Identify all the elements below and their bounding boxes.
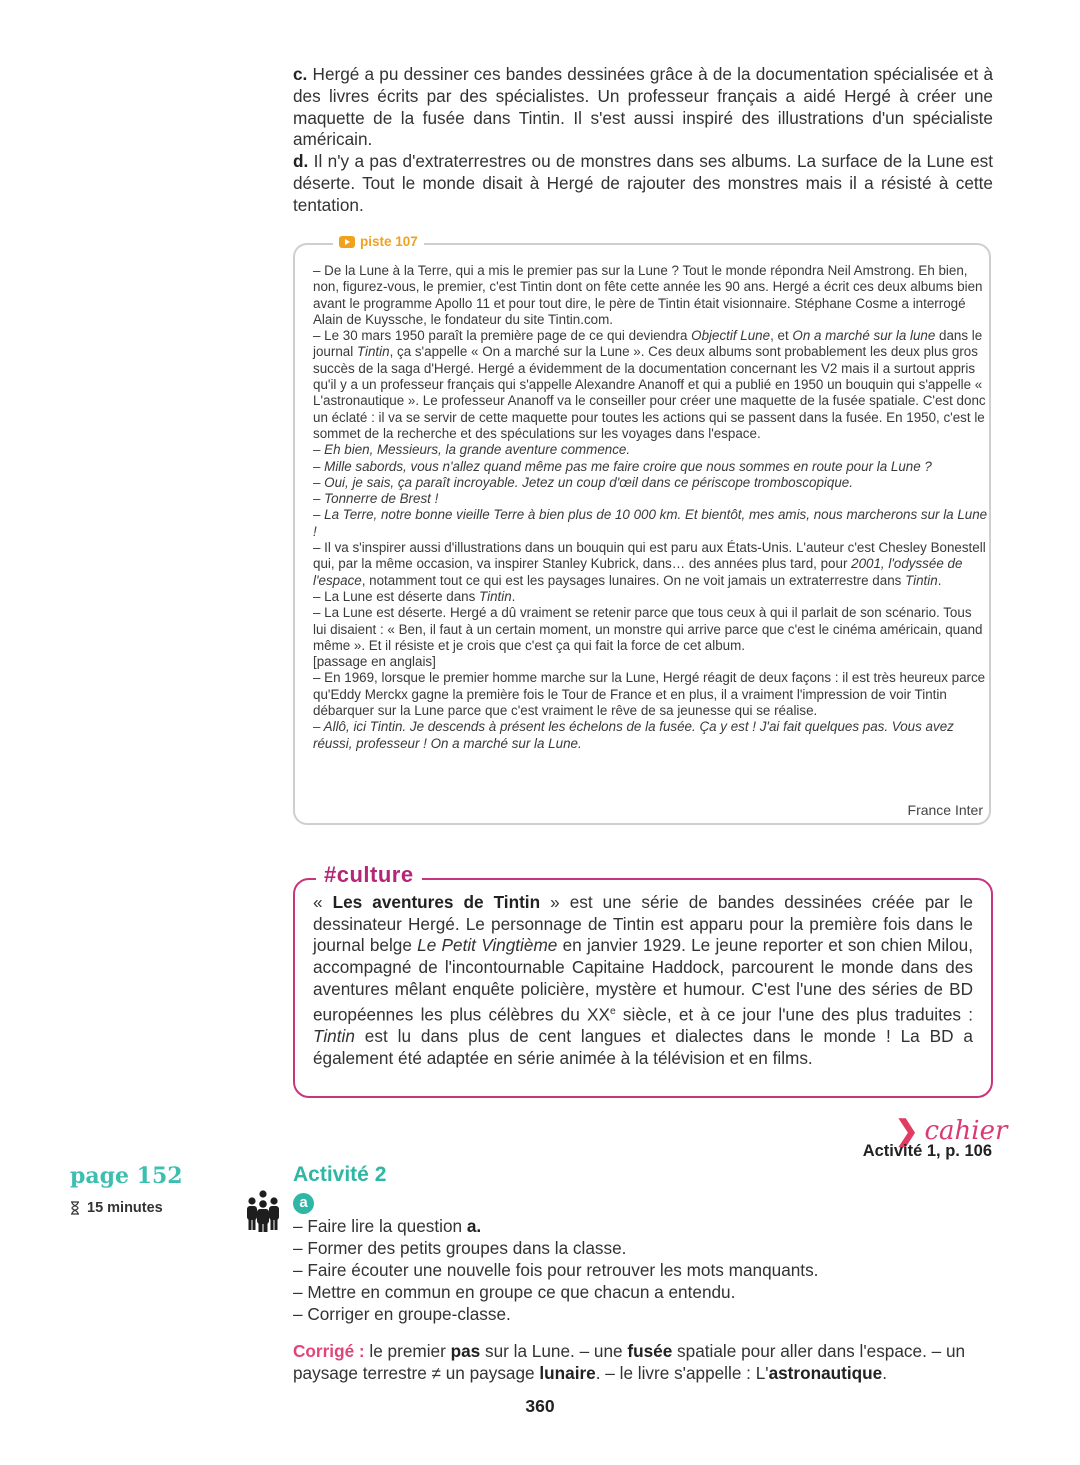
answer-d-label: d. bbox=[293, 151, 309, 172]
answer-c bbox=[293, 64, 993, 151]
transcript-line: – Oui, je sais, ça paraît incroyable. Jetez un coup d'œil dans ce périscope tromboscopique. bbox=[313, 474, 853, 490]
activity-step: – Faire lire la question a. bbox=[293, 1216, 482, 1236]
activity-step: – Corriger en groupe-classe. bbox=[293, 1304, 511, 1324]
hourglass-icon bbox=[70, 1201, 80, 1215]
answer-key bbox=[293, 1340, 998, 1384]
culture-text: « Les aventures de Tintin » est une série de bandes dessinées créée par le dessinateur Hergé. Le personnage de Tintin est apparu pour la première fois dans le journal belge Le Petit Vingtième en janvier 1929. Le jeune reporter et son chien Milou, accompagné de l'incontournable Capitaine Haddock, parcourent le monde dans des aventures mêlant enquête policière, mystère et humour. C'est l'une des séries de BD européennes les plus célèbres du XXe siècle, et à ce jour l'une des plus traduites : Tintin est lu dans plus de cent langues et dialectes dans le monde ! La BD a également été adaptée en série animée à la télévision et en films. bbox=[313, 892, 973, 1068]
transcript-text bbox=[313, 263, 988, 752]
activity-title: Activité 2 bbox=[293, 1163, 387, 1186]
transcript-line: – Il va s'inspirer aussi d'illustrations dans un bouquin qui est paru aux États-Unis. L'auteur c'est Chesley Bonestell qui, par la même occasion, va inspirer Stanley Kubrick, dans… des années plus tard, pour 2001, l'odyssée de l'espace, notamment tout ce qui est les paysages lunaires. On ne voit jamais un extraterrestre dans Tintin. bbox=[313, 540, 986, 588]
transcript-line: [passage en anglais] bbox=[313, 654, 436, 670]
transcript-line: – Eh bien, Messieurs, la grande aventure commence. bbox=[313, 442, 631, 458]
answer-key-label: Corrigé : bbox=[293, 1341, 365, 1361]
cahier-label: cahier bbox=[924, 1115, 1008, 1146]
transcript-line: – De la Lune à la Terre, qui a mis le premier pas sur la Lune ? Tout le monde répondra Neil Amstrong. Eh bien, non, figurez-vous, le premier, c'est Tintin dont on fête cette année les 90 ans. Hergé a écrit ces deux albums bien avant le programme Apollo 11 et pour tout dire, le père de Tintin était visionnaire. Stéphane Cosme a interrogé Alain de Kuyssche, le fondateur du site Tintin.com. bbox=[313, 263, 983, 327]
group-icon bbox=[246, 1190, 280, 1237]
activity-step: – Mettre en commun en groupe ce que chacun a entendu. bbox=[293, 1282, 736, 1302]
audio-track-label[interactable] bbox=[333, 234, 424, 249]
audio-track-name: piste 107 bbox=[360, 234, 418, 249]
transcript-line: – La Terre, notre bonne vieille Terre à bien plus de 10 000 km. Et bientôt, mes amis, nous marcherons sur la Lune ! bbox=[313, 507, 988, 539]
culture-title: #culture bbox=[316, 862, 422, 888]
transcript-line: – Tonnerre de Brest ! bbox=[313, 491, 439, 507]
transcript-source: France Inter bbox=[907, 802, 983, 818]
transcript-line: – La Lune est déserte. Hergé a dû vraiment se retenir parce que tous ceux à qui il parlait de son scénario. Tous lui disaient : « Ben, il faut à un certain moment, un monstre qui arrive parce que c'est le cinéma américain, quand même ». Et il résiste et je crois que c'est ça qui fait la force de cet album. bbox=[313, 605, 983, 653]
question-badge: a bbox=[293, 1193, 314, 1214]
activity-steps bbox=[293, 1215, 818, 1325]
activity-step: – Former des petits groupes dans la classe. bbox=[293, 1238, 627, 1258]
answer-key-text: le premier pas sur la Lune. – une fusée spatiale pour aller dans l'espace. – un paysage terrestre ≠ un paysage lunaire. – le livre s'appelle : L'astronautique. bbox=[293, 1341, 966, 1383]
answer-c-label: c. bbox=[293, 64, 308, 84]
transcript-line: – Mille sabords, vous n'allez quand même pas me faire croire que nous sommes en route pour la Lune ? bbox=[313, 458, 932, 474]
duration bbox=[70, 1200, 163, 1216]
activity-step: – Faire écouter une nouvelle fois pour retrouver les mots manquants. bbox=[293, 1260, 819, 1280]
duration-text: 15 minutes bbox=[87, 1200, 163, 1216]
cahier-reference: Activité 1, p. 106 bbox=[862, 1142, 992, 1160]
transcript-line: – La Lune est déserte dans Tintin. bbox=[313, 588, 516, 604]
page-reference: page 152 bbox=[70, 1163, 183, 1189]
page-number: 360 bbox=[525, 1396, 555, 1416]
answer-d bbox=[293, 151, 993, 216]
transcript-line: – Allô, ici Tintin. Je descends à présent les échelons de la fusée. Ça y est ! J'ai fait quelques pas. Vous avez réussi, professeur ! On a marché sur la Lune. bbox=[313, 719, 954, 751]
play-icon[interactable] bbox=[339, 236, 355, 248]
transcript-line: – Le 30 mars 1950 paraît la première page de ce qui deviendra Objectif Lune, et On a marché sur la lune dans le journal Tintin, ça s'appelle « On a marché sur la Lune ». Ces deux albums sont probablement les deux plus gros succès de la saga d'Hergé. Hergé a évidemment de la documentation concernant les V2 mais il a surtout appris qu'il y a un professeur français qui s'appelle Alexandre Ananoff et qui a publié en 1950 un bouquin qui s'appelle « L'astronautique ». Le professeur Ananoff va le conseiller pour créer une maquette de la fusée spatiale. C'est donc un éclaté : il va se servir de cette maquette pour toutes les actions qui se passent dans la fusée. En 1950, c'est le sommet de la recherche et des spéculations sur les voyages dans l'espace. bbox=[313, 328, 986, 441]
transcript-line: – En 1969, lorsque le premier homme marche sur la Lune, Hergé réagit de deux façons : il est très heureux parce qu'Eddy Merckx gagne la première fois le Tour de France et en plus, il a vraiment l'impression de voir Tintin débarquer sur la Lune parce que c'est vraiment le rêve de sa jeunesse qui se réalise. bbox=[313, 670, 986, 719]
answer-c-text: Hergé a pu dessiner ces bandes dessinées grâce à de la documentation spécialisée et à des livres écrits par des spécialistes. Un professeur français a aidé Hergé à créer une maquette de la fusée dans Tintin. Il s'est aussi inspiré des illustrations d'un spécialiste américain. bbox=[293, 64, 993, 150]
chevron-right-icon: ❯ bbox=[895, 1115, 919, 1146]
answer-d-text: Il n'y a pas d'extraterrestres ou de monstres dans ses albums. La surface de la Lune est déserte. Tout le monde disait à Hergé de rajouter des monstres mais il a résisté à cette tentation. bbox=[293, 151, 993, 215]
answers-block bbox=[293, 64, 993, 217]
